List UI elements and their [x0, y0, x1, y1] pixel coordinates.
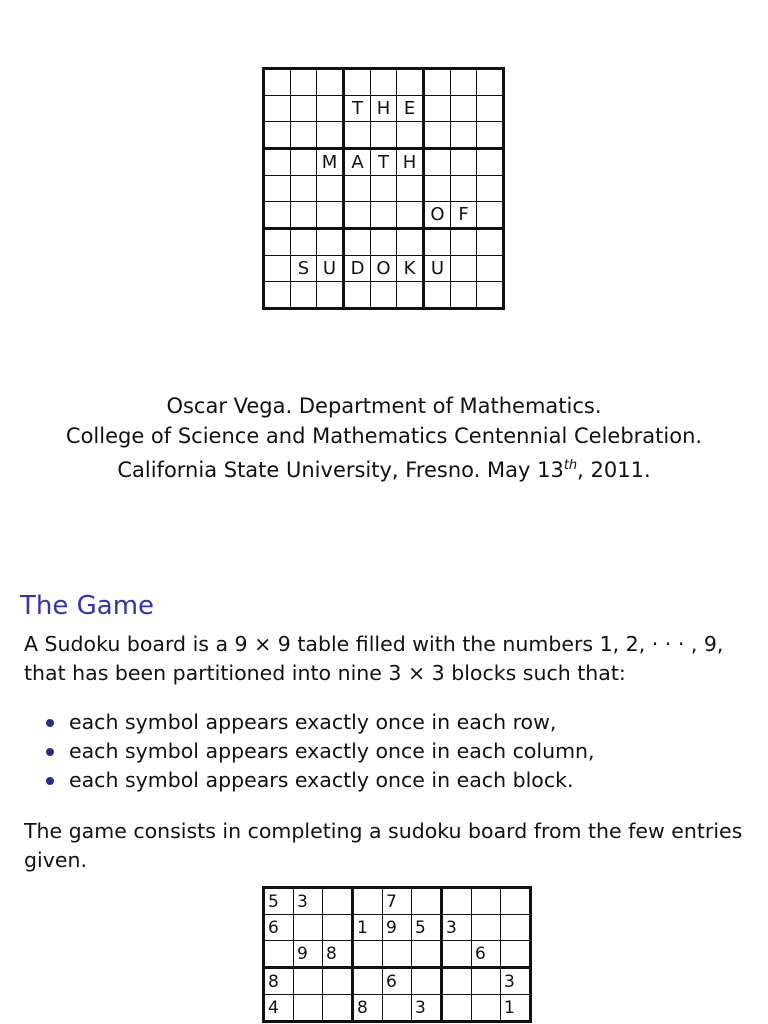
- board-cell: [291, 229, 317, 256]
- board-cell: [291, 176, 317, 202]
- board-cell: [412, 888, 442, 915]
- board-cell: [317, 96, 344, 122]
- board-cell: [344, 229, 371, 256]
- board-cell: 9: [294, 941, 323, 968]
- board-cell: [264, 282, 291, 309]
- board-cell: [397, 202, 424, 229]
- board-cell: A: [344, 149, 371, 176]
- board-cell: [317, 229, 344, 256]
- board-cell: [264, 96, 291, 122]
- board-cell: [477, 202, 504, 229]
- board-cell: [472, 995, 501, 1022]
- board-cell: [477, 256, 504, 282]
- board-cell: [344, 282, 371, 309]
- board-cell: [294, 995, 323, 1022]
- board-cell: S: [291, 256, 317, 282]
- board-cell: [323, 995, 353, 1022]
- list-item: [24, 766, 595, 795]
- rule-text: each symbol appears exactly once in each block.: [69, 768, 574, 792]
- board-cell: [412, 968, 442, 995]
- year-text: , 2011.: [577, 458, 651, 482]
- board-cell: [371, 282, 397, 309]
- event-line: College of Science and Mathematics Centennial Celebration.: [65, 423, 703, 448]
- board-cell: [397, 122, 424, 149]
- board-cell: 5: [264, 888, 294, 915]
- board-cell: [291, 96, 317, 122]
- author-line: Oscar Vega. Department of Mathematics.: [166, 394, 602, 418]
- board-cell: 8: [353, 995, 383, 1022]
- board-cell: O: [371, 256, 397, 282]
- board-cell: [353, 888, 383, 915]
- board-row: [264, 202, 504, 229]
- board-cell: [424, 176, 451, 202]
- board-cell: T: [371, 149, 397, 176]
- board-cell: [424, 282, 451, 309]
- board-cell: [291, 122, 317, 149]
- board-cell: T: [344, 96, 371, 122]
- board-cell: [317, 69, 344, 96]
- board-cell: [264, 149, 291, 176]
- board-cell: [323, 888, 353, 915]
- board-row: [264, 149, 504, 176]
- board-cell: 3: [442, 915, 472, 941]
- list-item: [24, 708, 595, 737]
- title-sudoku-board: [262, 67, 505, 310]
- board-cell: [472, 888, 501, 915]
- board-cell: 4: [264, 995, 294, 1022]
- board-cell: [383, 941, 412, 968]
- venue-date-line: [0, 451, 768, 486]
- board-cell: [424, 96, 451, 122]
- bullet-icon: [46, 748, 54, 756]
- board-cell: [477, 96, 504, 122]
- board-cell: [264, 256, 291, 282]
- board-row: [264, 915, 531, 941]
- rule-text: each symbol appears exactly once in each row,: [69, 710, 557, 734]
- board-row: [264, 282, 504, 309]
- list-item: [24, 737, 595, 766]
- board-cell: [412, 941, 442, 968]
- board-cell: [291, 69, 317, 96]
- board-cell: [501, 941, 531, 968]
- board-cell: [344, 122, 371, 149]
- board-cell: [424, 229, 451, 256]
- board-cell: [344, 176, 371, 202]
- board-cell: F: [451, 202, 477, 229]
- intro-paragraph: A Sudoku board is a 9 × 9 table filled with the numbers 1, 2, · · · , 9, that has been partitioned into nine 3 × 3 blocks such that:: [24, 632, 724, 685]
- board-cell: [291, 149, 317, 176]
- board-cell: [442, 968, 472, 995]
- board-cell: [294, 968, 323, 995]
- board-cell: [442, 888, 472, 915]
- board-cell: [472, 915, 501, 941]
- board-cell: [424, 149, 451, 176]
- board-cell: H: [371, 96, 397, 122]
- board-cell: [442, 995, 472, 1022]
- board-cell: 1: [501, 995, 531, 1022]
- board-cell: [477, 69, 504, 96]
- board-cell: [501, 888, 531, 915]
- board-cell: 9: [383, 915, 412, 941]
- date-ordinal-suffix: th: [563, 458, 578, 473]
- board-cell: [291, 282, 317, 309]
- example-sudoku-board: [262, 886, 532, 1023]
- board-cell: [472, 968, 501, 995]
- board-cell: 3: [501, 968, 531, 995]
- bullet-icon: [46, 777, 54, 785]
- board-row: [264, 995, 531, 1022]
- board-row: [264, 968, 531, 995]
- board-cell: M: [317, 149, 344, 176]
- board-cell: [264, 229, 291, 256]
- board-cell: [477, 149, 504, 176]
- board-cell: [317, 282, 344, 309]
- board-cell: 1: [353, 915, 383, 941]
- board-cell: [371, 69, 397, 96]
- board-cell: [317, 202, 344, 229]
- board-cell: [451, 149, 477, 176]
- board-cell: [291, 202, 317, 229]
- board-cell: D: [344, 256, 371, 282]
- venue-date-text: California State University, Fresno. May 13: [117, 458, 564, 482]
- outro-paragraph: The game consists in completing a sudoku board from the few entries given.: [24, 819, 743, 872]
- board-cell: 3: [294, 888, 323, 915]
- board-cell: [264, 69, 291, 96]
- board-cell: [397, 69, 424, 96]
- board-cell: 6: [472, 941, 501, 968]
- board-cell: [451, 256, 477, 282]
- board-cell: [451, 122, 477, 149]
- board-cell: [371, 229, 397, 256]
- board-cell: E: [397, 96, 424, 122]
- rule-text: each symbol appears exactly once in each column,: [69, 739, 595, 763]
- board-cell: [451, 282, 477, 309]
- board-row: [264, 122, 504, 149]
- board-cell: [264, 176, 291, 202]
- board-row: [264, 96, 504, 122]
- board-cell: [353, 941, 383, 968]
- board-cell: [371, 176, 397, 202]
- board-cell: 5: [412, 915, 442, 941]
- board-cell: [323, 968, 353, 995]
- board-cell: [371, 122, 397, 149]
- section-heading: The Game: [20, 591, 155, 621]
- board-cell: [451, 96, 477, 122]
- board-cell: 3: [412, 995, 442, 1022]
- board-cell: [501, 915, 531, 941]
- board-cell: [477, 282, 504, 309]
- board-cell: [317, 122, 344, 149]
- board-cell: U: [317, 256, 344, 282]
- board-row: [264, 888, 531, 915]
- board-row: [264, 941, 531, 968]
- board-cell: [264, 941, 294, 968]
- board-row: [264, 69, 504, 96]
- board-row: [264, 176, 504, 202]
- board-cell: [264, 202, 291, 229]
- board-cell: U: [424, 256, 451, 282]
- board-cell: [371, 202, 397, 229]
- board-row: [264, 229, 504, 256]
- board-cell: [264, 122, 291, 149]
- rules-list: [24, 708, 595, 795]
- credits: [0, 392, 768, 486]
- board-cell: [397, 282, 424, 309]
- board-cell: 8: [323, 941, 353, 968]
- board-cell: [317, 176, 344, 202]
- board-cell: [451, 229, 477, 256]
- board-cell: 6: [383, 968, 412, 995]
- board-cell: [442, 941, 472, 968]
- board-cell: [477, 229, 504, 256]
- board-cell: [451, 69, 477, 96]
- board-cell: O: [424, 202, 451, 229]
- board-cell: [477, 176, 504, 202]
- board-cell: [477, 122, 504, 149]
- board-cell: [451, 176, 477, 202]
- board-cell: [383, 995, 412, 1022]
- board-row: [264, 256, 504, 282]
- board-cell: 7: [383, 888, 412, 915]
- board-cell: [424, 69, 451, 96]
- board-cell: [323, 915, 353, 941]
- board-cell: 8: [264, 968, 294, 995]
- board-cell: [353, 968, 383, 995]
- board-cell: K: [397, 256, 424, 282]
- bullet-icon: [46, 719, 54, 727]
- board-cell: [397, 229, 424, 256]
- board-cell: [344, 202, 371, 229]
- board-cell: 6: [264, 915, 294, 941]
- board-cell: H: [397, 149, 424, 176]
- board-cell: [294, 915, 323, 941]
- board-cell: [397, 176, 424, 202]
- board-cell: [344, 69, 371, 96]
- board-cell: [424, 122, 451, 149]
